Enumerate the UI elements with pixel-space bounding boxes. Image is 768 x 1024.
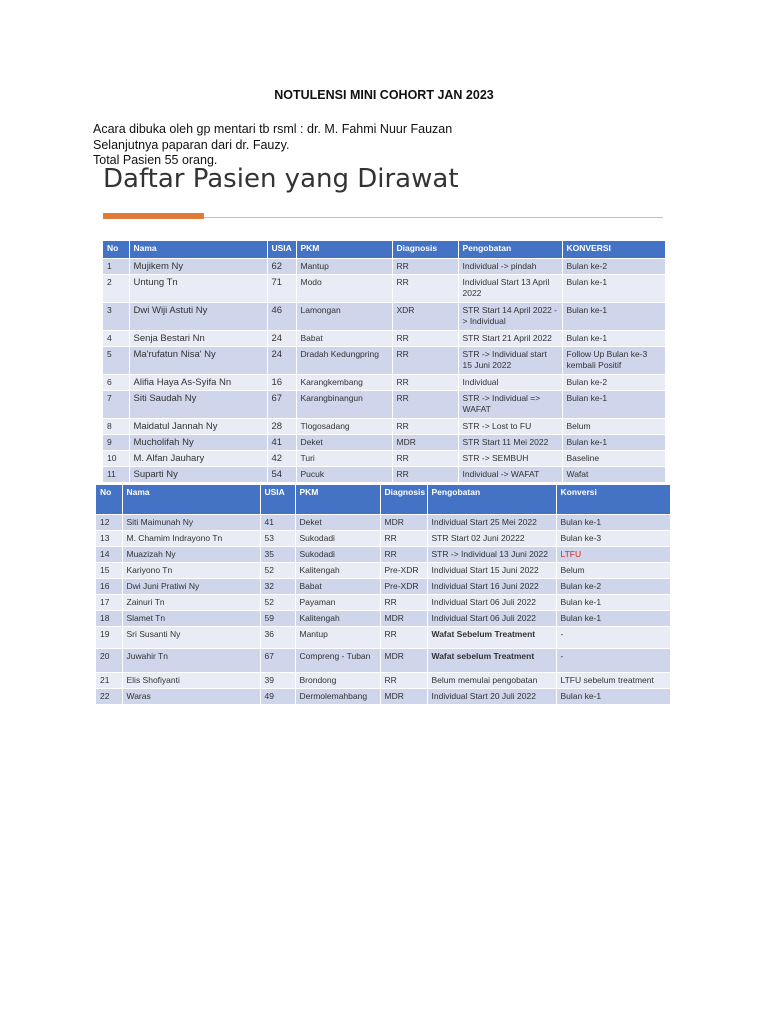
cell-pengobatan: Belum memulai pengobatan	[427, 672, 556, 688]
table-row	[96, 610, 670, 626]
cell-konversi: Follow Up Bulan ke-3 kembali Positif	[562, 346, 665, 374]
cell-konversi: Bulan ke-1	[562, 274, 665, 302]
cell-pkm: Tlogosadang	[296, 418, 392, 434]
cell-nama: Kariyono Tn	[122, 562, 260, 578]
cell-pengobatan: Individual Start 06 Juli 2022	[427, 610, 556, 626]
header-konversi: Konversi	[556, 485, 670, 514]
cell-nama: Ma'rufatun Nisa' Ny	[129, 346, 267, 374]
cell-pkm: Compreng - Tuban	[295, 648, 380, 672]
cell-usia: 71	[267, 274, 296, 302]
cell-diagnosis: RR	[380, 530, 427, 546]
cell-usia: 46	[267, 302, 296, 330]
table-row	[96, 578, 670, 594]
cell-pkm: Sukodadi	[295, 546, 380, 562]
table-row	[103, 258, 665, 274]
cell-pengobatan: Individual Start 06 Juli 2022	[427, 594, 556, 610]
cell-diagnosis: RR	[392, 258, 458, 274]
cell-pkm: Lamongan	[296, 302, 392, 330]
cell-nama: Siti Maimunah Ny	[122, 514, 260, 530]
table-row	[96, 648, 670, 672]
cell-nama: Siti Saudah Ny	[129, 390, 267, 418]
cell-pkm: Babat	[295, 578, 380, 594]
cell-no: 22	[96, 688, 122, 704]
cell-no: 10	[103, 450, 129, 466]
cell-pkm: Deket	[296, 434, 392, 450]
cell-pkm: Kalitengah	[295, 610, 380, 626]
table-row	[96, 562, 670, 578]
header-nama: Nama	[129, 241, 267, 258]
cell-usia: 36	[260, 626, 295, 648]
intro-line-1: Acara dibuka oleh gp mentari tb rsml : dr. M. Fahmi Nuur Fauzan	[93, 122, 453, 136]
cell-pkm: Mantup	[295, 626, 380, 648]
cell-usia: 41	[260, 514, 295, 530]
table-row	[103, 346, 665, 374]
intro-text	[93, 122, 452, 169]
cell-usia: 49	[260, 688, 295, 704]
cell-pengobatan: Wafat Sebelum Treatment	[427, 626, 556, 648]
header-pkm: PKM	[295, 485, 380, 514]
cell-pengobatan: Individual -> pindah	[458, 258, 562, 274]
cell-pengobatan: STR -> Individual start 15 Juni 2022	[458, 346, 562, 374]
cell-pengobatan: Individual Start 20 Juli 2022	[427, 688, 556, 704]
cell-konversi: -	[556, 626, 670, 648]
cell-usia: 59	[260, 610, 295, 626]
cell-konversi: Belum	[562, 418, 665, 434]
cell-diagnosis: RR	[392, 390, 458, 418]
cell-pengobatan: STR Start 14 April 2022 -> Individual	[458, 302, 562, 330]
cell-konversi: Bulan ke-2	[556, 578, 670, 594]
cell-konversi: Bulan ke-1	[562, 302, 665, 330]
table-row	[96, 514, 670, 530]
cell-nama: Sri Susanti Ny	[122, 626, 260, 648]
cell-konversi: Bulan ke-1	[556, 610, 670, 626]
cell-nama: Senja Bestari Nn	[129, 330, 267, 346]
cell-diagnosis: Pre-XDR	[380, 562, 427, 578]
cell-no: 6	[103, 374, 129, 390]
cell-no: 5	[103, 346, 129, 374]
cell-usia: 32	[260, 578, 295, 594]
cell-pengobatan: STR -> Individual 13 Juni 2022	[427, 546, 556, 562]
table-row	[96, 688, 670, 704]
cell-konversi: Bulan ke-2	[562, 374, 665, 390]
cell-nama: Slamet Tn	[122, 610, 260, 626]
slide-accent-bar	[103, 213, 204, 219]
table-row	[103, 434, 665, 450]
cell-no: 17	[96, 594, 122, 610]
cell-pkm: Pucuk	[296, 466, 392, 482]
cell-usia: 67	[267, 390, 296, 418]
cell-nama: Zainuri Tn	[122, 594, 260, 610]
cell-no: 18	[96, 610, 122, 626]
header-usia: USIA	[260, 485, 295, 514]
cell-no: 3	[103, 302, 129, 330]
header-diagnosis: Diagnosis	[392, 241, 458, 258]
cell-no: 11	[103, 466, 129, 482]
table-row	[103, 418, 665, 434]
cell-nama: Mucholifah Ny	[129, 434, 267, 450]
cell-pengobatan: Individual Start 16 Juni 2022	[427, 578, 556, 594]
cell-nama: M. Chamim Indrayono Tn	[122, 530, 260, 546]
cell-pkm: Sukodadi	[295, 530, 380, 546]
cell-konversi: Bulan ke-1	[562, 330, 665, 346]
cell-nama: Dwi Wiji Astuti Ny	[129, 302, 267, 330]
intro-line-2: Selanjutnya paparan dari dr. Fauzy.	[93, 137, 290, 152]
cell-usia: 24	[267, 330, 296, 346]
table-row	[96, 594, 670, 610]
cell-konversi: LTFU	[556, 546, 670, 562]
table-row	[103, 302, 665, 330]
cell-no: 8	[103, 418, 129, 434]
cell-konversi: LTFU sebelum treatment	[556, 672, 670, 688]
cell-usia: 41	[267, 434, 296, 450]
cell-pengobatan: Individual -> WAFAT	[458, 466, 562, 482]
cell-no: 12	[96, 514, 122, 530]
cell-diagnosis: RR	[380, 672, 427, 688]
cell-konversi: Bulan ke-3	[556, 530, 670, 546]
cell-no: 2	[103, 274, 129, 302]
patient-table-1	[103, 241, 666, 483]
table-row	[103, 450, 665, 466]
cell-usia: 67	[260, 648, 295, 672]
header-no: No	[96, 485, 122, 514]
cell-no: 9	[103, 434, 129, 450]
cell-pkm: Deket	[295, 514, 380, 530]
cell-pkm: Karangbinangun	[296, 390, 392, 418]
cell-konversi: Bulan ke-1	[562, 434, 665, 450]
cell-usia: 16	[267, 374, 296, 390]
table-row	[96, 530, 670, 546]
cell-pkm: Modo	[296, 274, 392, 302]
cell-pengobatan: STR Start 02 Juni 20222	[427, 530, 556, 546]
cell-pengobatan: STR Start 11 Mei 2022	[458, 434, 562, 450]
table-row	[96, 672, 670, 688]
cell-pkm: Babat	[296, 330, 392, 346]
cell-pengobatan: Individual	[458, 374, 562, 390]
cell-usia: 39	[260, 672, 295, 688]
cell-nama: Waras	[122, 688, 260, 704]
cell-no: 4	[103, 330, 129, 346]
cell-konversi: Baseline	[562, 450, 665, 466]
cell-konversi: Wafat	[562, 466, 665, 482]
cell-no: 1	[103, 258, 129, 274]
cell-konversi: Bulan ke-1	[556, 514, 670, 530]
cell-usia: 52	[260, 562, 295, 578]
cell-pkm: Brondong	[295, 672, 380, 688]
cell-diagnosis: RR	[392, 274, 458, 302]
patient-table-2	[96, 485, 671, 705]
cell-pengobatan: STR Start 21 April 2022	[458, 330, 562, 346]
cell-diagnosis: RR	[392, 346, 458, 374]
slide-title: Daftar Pasien yang Dirawat	[103, 164, 459, 194]
table-header-row	[103, 241, 665, 258]
table-header-row	[96, 485, 670, 514]
cell-nama: Juwahir Tn	[122, 648, 260, 672]
cell-pengobatan: Individual Start 25 Mei 2022	[427, 514, 556, 530]
cell-no: 16	[96, 578, 122, 594]
cell-nama: Untung Tn	[129, 274, 267, 302]
cell-pkm: Dradah Kedungpring	[296, 346, 392, 374]
header-konversi: KONVERSI	[562, 241, 665, 258]
cell-konversi: Bulan ke-1	[562, 390, 665, 418]
cell-pengobatan: STR -> SEMBUH	[458, 450, 562, 466]
cell-pengobatan: STR -> Individual => WAFAT	[458, 390, 562, 418]
table-row	[96, 546, 670, 562]
header-pengobatan: Pengobatan	[458, 241, 562, 258]
cell-no: 15	[96, 562, 122, 578]
cell-diagnosis: RR	[380, 626, 427, 648]
cell-diagnosis: RR	[380, 594, 427, 610]
cell-konversi: Bulan ke-2	[562, 258, 665, 274]
cell-nama: Maidatul Jannah Ny	[129, 418, 267, 434]
cell-no: 7	[103, 390, 129, 418]
cell-nama: Mujikem Ny	[129, 258, 267, 274]
cell-no: 20	[96, 648, 122, 672]
cell-nama: Dwi Juni Pratiwi Ny	[122, 578, 260, 594]
cell-pengobatan: Individual Start 13 April 2022	[458, 274, 562, 302]
cell-nama: Elis Shofiyanti	[122, 672, 260, 688]
cell-diagnosis: MDR	[380, 610, 427, 626]
cell-pkm: Dermolemahbang	[295, 688, 380, 704]
cell-diagnosis: RR	[392, 466, 458, 482]
cell-usia: 42	[267, 450, 296, 466]
cell-pengobatan: STR -> Lost to FU	[458, 418, 562, 434]
cell-nama: Suparti Ny	[129, 466, 267, 482]
cell-nama: M. Alfan Jauhary	[129, 450, 267, 466]
cell-diagnosis: RR	[392, 450, 458, 466]
cell-usia: 54	[267, 466, 296, 482]
cell-konversi: -	[556, 648, 670, 672]
cell-diagnosis: RR	[380, 546, 427, 562]
cell-diagnosis: XDR	[392, 302, 458, 330]
header-usia: USIA	[267, 241, 296, 258]
cell-konversi: Bulan ke-1	[556, 594, 670, 610]
cell-usia: 62	[267, 258, 296, 274]
header-pengobatan: Pengobatan	[427, 485, 556, 514]
table-row	[103, 330, 665, 346]
header-nama: Nama	[122, 485, 260, 514]
cell-diagnosis: MDR	[380, 514, 427, 530]
document-title: NOTULENSI MINI COHORT JAN 2023	[274, 88, 494, 102]
table-row	[103, 390, 665, 418]
cell-pkm: Mantup	[296, 258, 392, 274]
cell-nama: Muazizah Ny	[122, 546, 260, 562]
table-row	[96, 626, 670, 648]
cell-pkm: Turi	[296, 450, 392, 466]
cell-diagnosis: MDR	[380, 648, 427, 672]
cell-diagnosis: Pre-XDR	[380, 578, 427, 594]
header-diagnosis: Diagnosis	[380, 485, 427, 514]
table-row	[103, 374, 665, 390]
cell-pkm: Kalitengah	[295, 562, 380, 578]
cell-konversi: Belum	[556, 562, 670, 578]
cell-diagnosis: RR	[392, 418, 458, 434]
cell-diagnosis: MDR	[392, 434, 458, 450]
cell-no: 21	[96, 672, 122, 688]
cell-usia: 53	[260, 530, 295, 546]
cell-pkm: Karangkembang	[296, 374, 392, 390]
cell-konversi: Bulan ke-1	[556, 688, 670, 704]
cell-nama: Alifia Haya As-Syifa Nn	[129, 374, 267, 390]
cell-diagnosis: RR	[392, 330, 458, 346]
cell-no: 13	[96, 530, 122, 546]
cell-pkm: Payaman	[295, 594, 380, 610]
cell-usia: 28	[267, 418, 296, 434]
table-row	[103, 466, 665, 482]
cell-diagnosis: RR	[392, 374, 458, 390]
table-row	[103, 274, 665, 302]
cell-no: 14	[96, 546, 122, 562]
cell-no: 19	[96, 626, 122, 648]
cell-diagnosis: MDR	[380, 688, 427, 704]
header-no: No	[103, 241, 129, 258]
cell-pengobatan: Wafat sebelum Treatment	[427, 648, 556, 672]
cell-pengobatan: Individual Start 15 Juni 2022	[427, 562, 556, 578]
cell-usia: 52	[260, 594, 295, 610]
header-pkm: PKM	[296, 241, 392, 258]
intro-line-3: Total Pasien 55 orang.	[93, 153, 218, 167]
cell-usia: 35	[260, 546, 295, 562]
cell-usia: 24	[267, 346, 296, 374]
